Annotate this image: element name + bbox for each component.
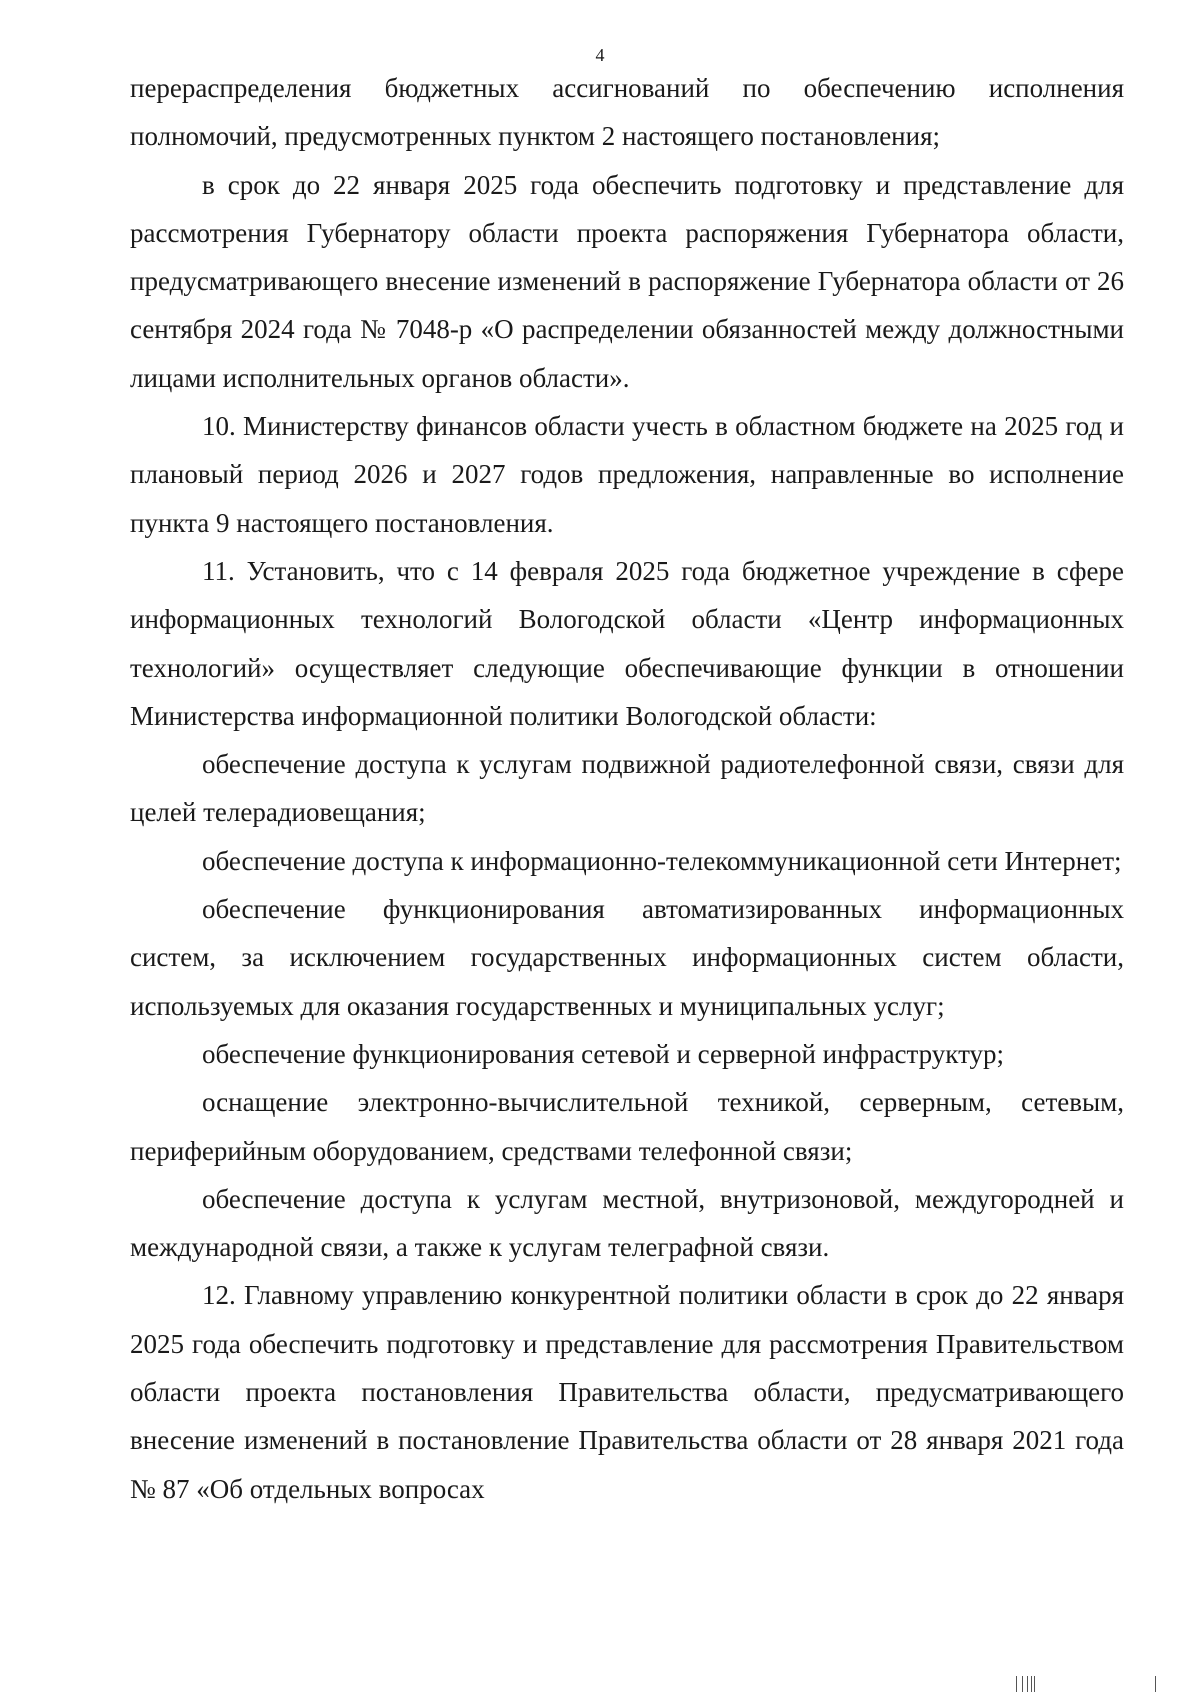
- paragraph-function-telephony: обеспечение доступа к услугам местной, внутризоновой, междугородней и международной связи, а также к услугам телеграфной связи.: [130, 1183, 1124, 1263]
- paragraph-continuation: перераспределения бюджетных ассигнований по обеспечению исполнения полномочий, предусмотренных пунктом 2 настоящего постановления;: [130, 73, 1124, 152]
- page-number: 4: [595, 45, 605, 65]
- paragraph-function-radio: обеспечение доступа к услугам подвижной радиотелефонной связи, связи для целей телерадиовещания;: [130, 749, 1124, 828]
- paragraph-function-internet: обеспечение доступа к информационно-телекоммуникационной сети Интернет;: [202, 845, 1122, 876]
- document-body: [130, 64, 1124, 1513]
- paragraph-item-12: 12. Главному управлению конкурентной политики области в срок до 22 января 2025 года обеспечить подготовку и представление для рассмотрения Правительством области проекта постановления Правительства области, предусматривающего внесение изменений в постановление Правительства области от 28 января 2021 года № 87 «Об отдельных вопросах: [130, 1280, 1124, 1504]
- paragraph-item-10: 10. Министерству финансов области учесть в областном бюджете на 2025 год и плановый период 2026 и 2027 годов предложения, направленные во исполнение пункта 9 настоящего постановления.: [130, 411, 1124, 538]
- scan-marks: [1016, 1676, 1156, 1692]
- paragraph-deadline-governor: в срок до 22 января 2025 года обеспечить подготовку и представление для рассмотрения Губернатору области проекта распоряжения Губернатора области, предусматривающего внесение изменений в распоряжение Губернатора области от 26 сентября 2024 года № 7048-р «О распределении обязанностей между должностными лицами исполнительных органов области».: [130, 169, 1124, 393]
- paragraph-item-11: 11. Установить, что с 14 февраля 2025 года бюджетное учреждение в сфере информационных технологий Вологодской области «Центр информационных технологий» осуществляет следующие обеспечивающие функции в отношении Министерства информационной политики Вологодской области:: [130, 555, 1124, 731]
- paragraph-function-equipment: оснащение электронно-вычислительной техникой, серверным, сетевым, периферийным оборудованием, средствами телефонной связи;: [130, 1087, 1124, 1166]
- paragraph-function-infrastructure: обеспечение функционирования сетевой и серверной инфраструктур;: [202, 1038, 1005, 1069]
- paragraph-function-systems: обеспечение функционирования автоматизированных информационных систем, за исключением государственных информационных систем области, используемых для оказания государственных и муниципальных услуг;: [130, 894, 1124, 1021]
